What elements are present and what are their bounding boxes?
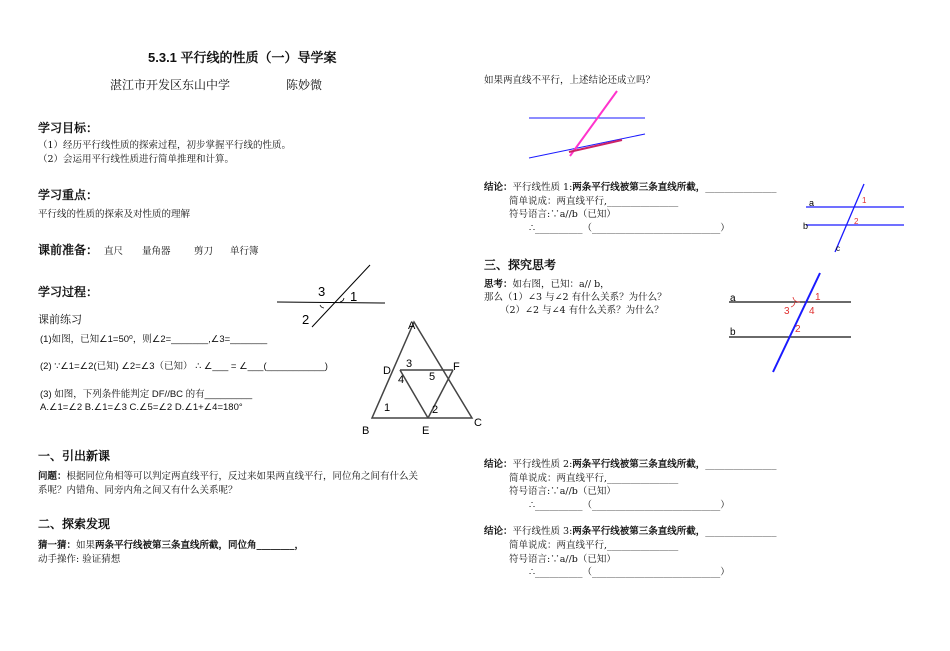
think-text: 如右图，已知：a// b，	[512, 279, 610, 290]
conclusion-bold: 两条平行线被第三条直线所截，	[572, 459, 706, 470]
vertex-E: E	[422, 425, 430, 437]
objectives-heading: 学习目标：	[38, 121, 99, 135]
vertex-B: B	[362, 425, 370, 437]
prep-item-protractor: 量角器	[142, 246, 171, 257]
vertex-A: A	[408, 320, 416, 332]
conclusion-bold: 两条平行线被第三条直线所截，	[572, 526, 706, 537]
conclusion-3-symbol: 符号语言:∵a//b（已知）	[509, 554, 616, 565]
conclusion-1-simple: 简单说成：两直线平行,_______________	[509, 196, 679, 207]
small-angle-2: 2	[854, 217, 859, 226]
question-text: 根据同位角相等可以判定两直线平行，反过来如果两直线平行，同位角之间有什么关	[66, 471, 419, 482]
preparation-heading: 课前准备：	[38, 243, 99, 257]
think-line	[484, 280, 610, 290]
large-angle-1: 1	[815, 292, 821, 303]
conclusion-lead: 平行线性质 2:	[512, 459, 573, 470]
large-parallel-figure	[725, 270, 860, 375]
prep-item-scissors: 剪刀	[194, 246, 214, 257]
page-title: 5.3.1 平行线的性质（一）导学案	[148, 50, 337, 65]
right-question: 如果两直线不平行，上述结论还成立吗？	[484, 75, 656, 86]
guess-label: 猜一猜：	[38, 540, 77, 551]
prep-item-ruler: 直尺	[104, 246, 124, 257]
label-b: b	[803, 221, 809, 231]
tri-angle-5: 5	[429, 371, 436, 383]
key-points-text: 平行线的性质的探索及对性质的理解	[38, 209, 191, 220]
vertex-D: D	[383, 365, 391, 377]
angle-label-1: 1	[350, 289, 358, 304]
objective-item: （2）会运用平行线性质进行简单推理和计算。	[38, 154, 235, 165]
conclusion-label: 结论：	[484, 182, 513, 193]
conclusion-2-simple: 简单说成：两直线平行,_______________	[509, 473, 679, 484]
think-label: 思考：	[484, 279, 513, 290]
process-heading: 学习过程：	[38, 285, 99, 299]
large-angle-3: 3	[784, 306, 790, 317]
non-parallel-figure	[525, 88, 650, 163]
conclusion-label: 结论：	[484, 526, 513, 537]
conclusion-label: 结论：	[484, 459, 513, 470]
objective-item: （1）经历平行线性质的探索过程，初步掌握平行线的性质。	[38, 140, 292, 151]
label-a-large: a	[730, 293, 736, 304]
question-label: 问题：	[38, 471, 67, 482]
section2-heading: 二、探索发现	[38, 517, 111, 531]
small-parallel-figure	[800, 180, 910, 255]
triangle-figure	[360, 318, 490, 438]
tri-angle-3: 3	[406, 358, 413, 370]
conclusion-2-line	[484, 460, 777, 470]
prep-item-notebook: 单行簿	[230, 246, 259, 257]
conclusion-2-symbol: 符号语言:∵a//b（已知）	[509, 486, 616, 497]
conclusion-lead: 平行线性质 3:	[512, 526, 573, 537]
practice-subheading: 课前练习	[38, 313, 82, 326]
conclusion-3-line	[484, 527, 777, 537]
conclusion-lead: 平行线性质 1:	[512, 182, 573, 193]
guess-line	[38, 541, 304, 551]
conclusion-1-therefore: ∴__________（___________________________）	[529, 223, 730, 234]
label-a: a	[809, 198, 815, 208]
guess-text-bold: 两条平行线被第三条直线所截，同位角________，	[95, 540, 305, 551]
conclusion-3-therefore: ∴__________（___________________________）	[529, 567, 730, 578]
section3-heading: 三、探究思考	[484, 258, 557, 272]
tri-angle-2: 2	[432, 404, 439, 416]
small-angle-1: 1	[862, 196, 867, 205]
section1-question-line1	[38, 472, 418, 482]
conclusion-3-simple: 简单说成：两直线平行,_______________	[509, 540, 679, 551]
tri-angle-1: 1	[384, 402, 391, 414]
large-angle-2: 2	[795, 324, 801, 335]
key-points-heading: 学习重点：	[38, 188, 99, 202]
label-c: c	[836, 244, 840, 253]
section1-heading: 一、引出新课	[38, 449, 111, 463]
conclusion-blank: _______________	[705, 182, 777, 193]
conclusion-blank: _______________	[705, 459, 777, 470]
operation-line: 动手操作: 验证猜想	[38, 554, 121, 565]
guess-text: 如果	[76, 540, 96, 551]
conclusion-2-therefore: ∴__________（___________________________）	[529, 500, 730, 511]
angle-label-3: 3	[318, 284, 326, 299]
tri-angle-4: 4	[398, 374, 405, 386]
large-angle-4: 4	[809, 306, 815, 317]
vertex-F: F	[453, 361, 460, 373]
conclusion-1-symbol: 符号语言:∵a//b（已知）	[509, 209, 616, 220]
exercise-3-options: A.∠1=∠2 B.∠1=∠3 C.∠5=∠2 D.∠1+∠4=180°	[40, 402, 243, 413]
label-b-large: b	[730, 327, 736, 338]
think-question-2: （2）∠2 与∠4 有什么关系？为什么？	[500, 305, 664, 316]
conclusion-blank: _______________	[705, 526, 777, 537]
think-question-1: 那么（1）∠3 与∠2 有什么关系？为什么？	[484, 292, 667, 303]
author-name: 陈妙微	[286, 78, 323, 92]
angle-label-2: 2	[302, 312, 310, 327]
conclusion-bold: 两条平行线被第三条直线所截，	[572, 182, 706, 193]
vertex-C: C	[474, 417, 482, 429]
conclusion-1-line	[484, 183, 777, 193]
exercise-3: (3) 如图，下列条件能判定 DF//BC 的有_________	[40, 389, 253, 400]
section1-question-line2: 系呢？内错角、同旁内角之间又有什么关系呢？	[38, 485, 238, 496]
exercise-1: (1)如图，已知∠1=50⁰，则∠2=_______,∠3=_______	[40, 334, 268, 345]
school-name: 湛江市开发区东山中学	[110, 78, 231, 92]
exercise-2: (2) ∵∠1=∠2(已知) ∠2=∠3（已知） ∴ ∠___ = ∠___(___________)	[40, 361, 328, 372]
